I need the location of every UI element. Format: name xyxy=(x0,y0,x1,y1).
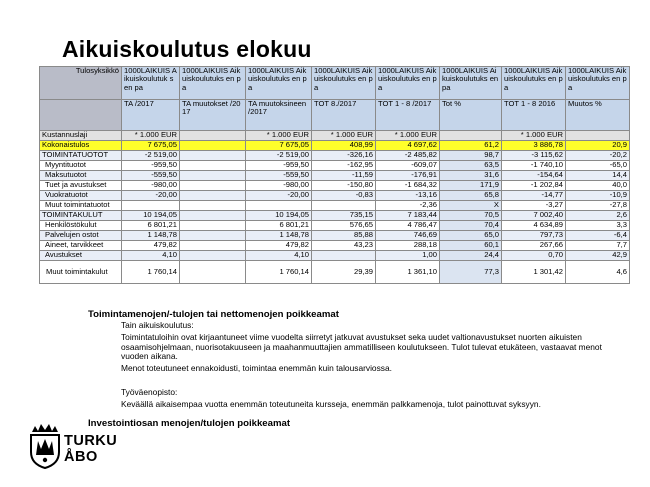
table-cell: 746,69 xyxy=(376,231,440,241)
row-label: Muut toimintakulut xyxy=(40,261,122,284)
row-label: Muut toimintatuotot xyxy=(40,201,122,211)
table-cell: 24,4 xyxy=(440,251,502,261)
table-cell xyxy=(180,241,246,251)
turku-abo-logo xyxy=(27,422,127,477)
note-heading-adult-education: Tain aikuiskoulutus: xyxy=(121,320,194,330)
table-cell: 31,6 xyxy=(440,171,502,181)
table-cell xyxy=(180,191,246,201)
table-row xyxy=(40,181,630,191)
table-cell xyxy=(440,131,502,141)
table-cell: 1 301,42 xyxy=(502,261,566,284)
table-row xyxy=(40,171,630,181)
table-cell: 43,23 xyxy=(312,241,376,251)
table-cell xyxy=(246,201,312,211)
logo-text-turku: TURKU xyxy=(64,433,118,449)
table-cell: 6 801,21 xyxy=(246,221,312,231)
table-cell: -176,91 xyxy=(376,171,440,181)
table-cell: 10 194,05 xyxy=(246,211,312,221)
table-cell xyxy=(122,201,180,211)
table-cell: 6 801,21 xyxy=(122,221,180,231)
section-heading-operating: Toimintamenojen/-tulojen tai nettomenojen poikkeamat xyxy=(88,309,339,320)
table-cell: -1 684,32 xyxy=(376,181,440,191)
table-cell: 4,6 xyxy=(566,261,630,284)
table-row xyxy=(40,161,630,171)
table-cell xyxy=(180,231,246,241)
table-cell: 7 675,05 xyxy=(122,141,180,151)
table-cell: 288,18 xyxy=(376,241,440,251)
table-cell: 63,5 xyxy=(440,161,502,171)
table-cell: -959,50 xyxy=(122,161,180,171)
table-cell xyxy=(180,151,246,161)
table-cell: -14,77 xyxy=(502,191,566,201)
table-cell: 65,0 xyxy=(440,231,502,241)
row-label: Tuet ja avustukset xyxy=(40,181,122,191)
table-cell: -20,2 xyxy=(566,151,630,161)
logo-text-abo: ÅBO xyxy=(64,449,98,465)
table-cell: 4 634,89 xyxy=(502,221,566,231)
column-unit: 1000LAIKUIS Aikuiskoulutuks en pa xyxy=(566,67,630,100)
header-row-label: Tulosyksikkö xyxy=(40,67,122,100)
page-title: Aikuiskoulutus elokuu xyxy=(62,36,312,62)
header-row-blank xyxy=(40,100,122,131)
column-unit: 1000LAIKUIS Aikuiskoulutuks en pa xyxy=(180,67,246,100)
row-label: Aineet, tarvikkeet xyxy=(40,241,122,251)
units-row-label: Kustannuslaji xyxy=(40,131,122,141)
table-cell: -2 519,00 xyxy=(246,151,312,161)
table-cell: 40,0 xyxy=(566,181,630,191)
table-row xyxy=(40,231,630,241)
table-cell: * 1.000 EUR xyxy=(312,131,376,141)
table-cell: * 1.000 EUR xyxy=(246,131,312,141)
table-cell xyxy=(180,201,246,211)
section-heading-investment: Investointiosan menojen/tulojen poikkeamat xyxy=(88,418,291,429)
table-cell xyxy=(180,181,246,191)
table-cell: 4 697,62 xyxy=(376,141,440,151)
column-desc: TOT 1 - 8 2016 xyxy=(502,100,566,131)
table-cell: 29,39 xyxy=(312,261,376,284)
table-cell: X xyxy=(440,201,502,211)
table-cell: 10 194,05 xyxy=(122,211,180,221)
column-unit: 1000LAIKUIS Aikuiskoulutuks en pa xyxy=(312,67,376,100)
table-cell: 0,70 xyxy=(502,251,566,261)
table-cell: 4 786,47 xyxy=(376,221,440,231)
table-cell xyxy=(180,171,246,181)
table-cell: 1 760,14 xyxy=(246,261,312,284)
table-cell xyxy=(180,211,246,221)
table-row xyxy=(40,261,630,284)
table-cell: 70,5 xyxy=(440,211,502,221)
table-cell: -13,16 xyxy=(376,191,440,201)
column-unit: 1000LAIKUIS Aikuiskoulutuks en pa xyxy=(376,67,440,100)
row-label: Vuokratuotot xyxy=(40,191,122,201)
table-cell: 7,7 xyxy=(566,241,630,251)
table-cell: 1 760,14 xyxy=(122,261,180,284)
table-cell: 14,4 xyxy=(566,171,630,181)
column-unit: 1000LAIKUIS Aikuiskoulutuks en pa xyxy=(440,67,502,100)
units-row xyxy=(40,131,630,141)
table-cell: * 1.000 EUR xyxy=(502,131,566,141)
table-cell: 65,8 xyxy=(440,191,502,201)
table-cell: 576,65 xyxy=(312,221,376,231)
column-desc: TA /2017 xyxy=(122,100,180,131)
row-label: Palvelujen ostot xyxy=(40,231,122,241)
table-cell: 70,4 xyxy=(440,221,502,231)
table-cell xyxy=(180,251,246,261)
table-cell: -27,8 xyxy=(566,201,630,211)
table-cell: 1,00 xyxy=(376,251,440,261)
table-cell: 479,82 xyxy=(122,241,180,251)
table-row xyxy=(40,201,630,211)
row-label: TOIMINTAKULUT xyxy=(40,211,122,221)
table-cell: 267,66 xyxy=(502,241,566,251)
table-cell xyxy=(180,161,246,171)
column-desc: TOT 8./2017 xyxy=(312,100,376,131)
note-heading-workers-institute: Työväenopisto: xyxy=(121,387,178,397)
table-cell xyxy=(566,131,630,141)
table-cell: * 1.000 EUR xyxy=(122,131,180,141)
table-cell: 7 183,44 xyxy=(376,211,440,221)
table-cell: -6,4 xyxy=(566,231,630,241)
table-cell: 4,10 xyxy=(122,251,180,261)
table-cell: 7 002,40 xyxy=(502,211,566,221)
table-cell: 797,73 xyxy=(502,231,566,241)
table-cell: 4,10 xyxy=(246,251,312,261)
table-cell xyxy=(312,201,376,211)
column-unit: 1000LAIKUIS Aikuiskoulutuk sen pa xyxy=(122,67,180,100)
table-cell: -980,00 xyxy=(122,181,180,191)
table-cell xyxy=(180,131,246,141)
total-result-label: Kokonaistulos xyxy=(40,141,122,151)
table-cell: 408,99 xyxy=(312,141,376,151)
column-unit: 1000LAIKUIS Aikuiskoulutuks en pa xyxy=(502,67,566,100)
column-desc: Tot % xyxy=(440,100,502,131)
table-cell xyxy=(312,251,376,261)
table-cell: -559,50 xyxy=(122,171,180,181)
table-cell: -2,36 xyxy=(376,201,440,211)
table-cell: -154,64 xyxy=(502,171,566,181)
row-label: Avustukset xyxy=(40,251,122,261)
note-paragraph-expenses: Menot toteutuneet ennakoidusti, toimintaa enemmän kuin talousarviossa. xyxy=(121,363,392,373)
table-cell: 7 675,05 xyxy=(246,141,312,151)
financial-table xyxy=(39,66,630,284)
table-cell: -0,83 xyxy=(312,191,376,201)
table-cell: -980,00 xyxy=(246,181,312,191)
total-result-row xyxy=(40,141,630,151)
table-cell: 735,15 xyxy=(312,211,376,221)
table-cell: 85,88 xyxy=(312,231,376,241)
header-row-desc xyxy=(40,100,630,131)
table-cell: -1 740,10 xyxy=(502,161,566,171)
table-cell: -10,9 xyxy=(566,191,630,201)
table-cell: -3 115,62 xyxy=(502,151,566,161)
table-cell: 1 148,78 xyxy=(122,231,180,241)
table-cell: -20,00 xyxy=(122,191,180,201)
table-cell: * 1.000 EUR xyxy=(376,131,440,141)
table-row xyxy=(40,241,630,251)
table-cell: -3,27 xyxy=(502,201,566,211)
table-cell: 1 148,78 xyxy=(246,231,312,241)
table-cell: -20,00 xyxy=(246,191,312,201)
table-cell: 2,6 xyxy=(566,211,630,221)
table-cell: -2 519,00 xyxy=(122,151,180,161)
table-row xyxy=(40,221,630,231)
table-cell: -1 202,84 xyxy=(502,181,566,191)
row-label: Henkilöstökulut xyxy=(40,221,122,231)
table-cell: -162,95 xyxy=(312,161,376,171)
table-row xyxy=(40,211,630,221)
note-paragraph-income: Toimintatuloihin ovat kirjaantuneet viime vuodelta siirretyt jatkuvat avustukset seka uudet valtionavustukset nuorten aikuisten osaamisohjelmaan, nuorisotakuuseen ja maahanmuuttajien ammatilliseen koulutukseen. Tulot tulevat etukäteen, vastaavat menot vuoden aikana. xyxy=(121,332,602,362)
turku-crest-icon xyxy=(27,422,63,470)
column-desc: TA muutokset /2017 xyxy=(180,100,246,131)
table-cell: -609,07 xyxy=(376,161,440,171)
row-label: Myyntituotot xyxy=(40,161,122,171)
table-cell: -559,50 xyxy=(246,171,312,181)
table-cell: 479,82 xyxy=(246,241,312,251)
table-cell: -2 485,82 xyxy=(376,151,440,161)
column-unit: 1000LAIKUIS Aikuiskoulutuks en pa xyxy=(246,67,312,100)
column-desc: TOT 1 - 8 /2017 xyxy=(376,100,440,131)
table-cell xyxy=(180,221,246,231)
table-cell: 20,9 xyxy=(566,141,630,151)
column-desc: TA muutoksineen /2017 xyxy=(246,100,312,131)
column-desc: Muutos % xyxy=(566,100,630,131)
table-cell: 171,9 xyxy=(440,181,502,191)
table-cell: -326,16 xyxy=(312,151,376,161)
table-cell: -11,59 xyxy=(312,171,376,181)
table-cell: 42,9 xyxy=(566,251,630,261)
table-row xyxy=(40,191,630,201)
table-cell: 77,3 xyxy=(440,261,502,284)
header-row-units xyxy=(40,67,630,100)
table-cell: 60,1 xyxy=(440,241,502,251)
table-cell: -959,50 xyxy=(246,161,312,171)
table-cell: 1 361,10 xyxy=(376,261,440,284)
table-cell: 3 886,78 xyxy=(502,141,566,151)
table-cell: -65,0 xyxy=(566,161,630,171)
note-paragraph-spring: Keväällä aikaisempaa vuotta enemmän toteutuneita kursseja, enemmän palkkamenoja, tulot painottuvat syksyyn. xyxy=(121,399,541,409)
row-label: Maksutuotot xyxy=(40,171,122,181)
table-cell xyxy=(180,261,246,284)
table-cell: -150,80 xyxy=(312,181,376,191)
row-label: TOIMINTATUOTOT xyxy=(40,151,122,161)
table-cell xyxy=(180,141,246,151)
table-cell: 98,7 xyxy=(440,151,502,161)
table-cell: 61,2 xyxy=(440,141,502,151)
table-row xyxy=(40,151,630,161)
table-row xyxy=(40,251,630,261)
table-cell: 3,3 xyxy=(566,221,630,231)
